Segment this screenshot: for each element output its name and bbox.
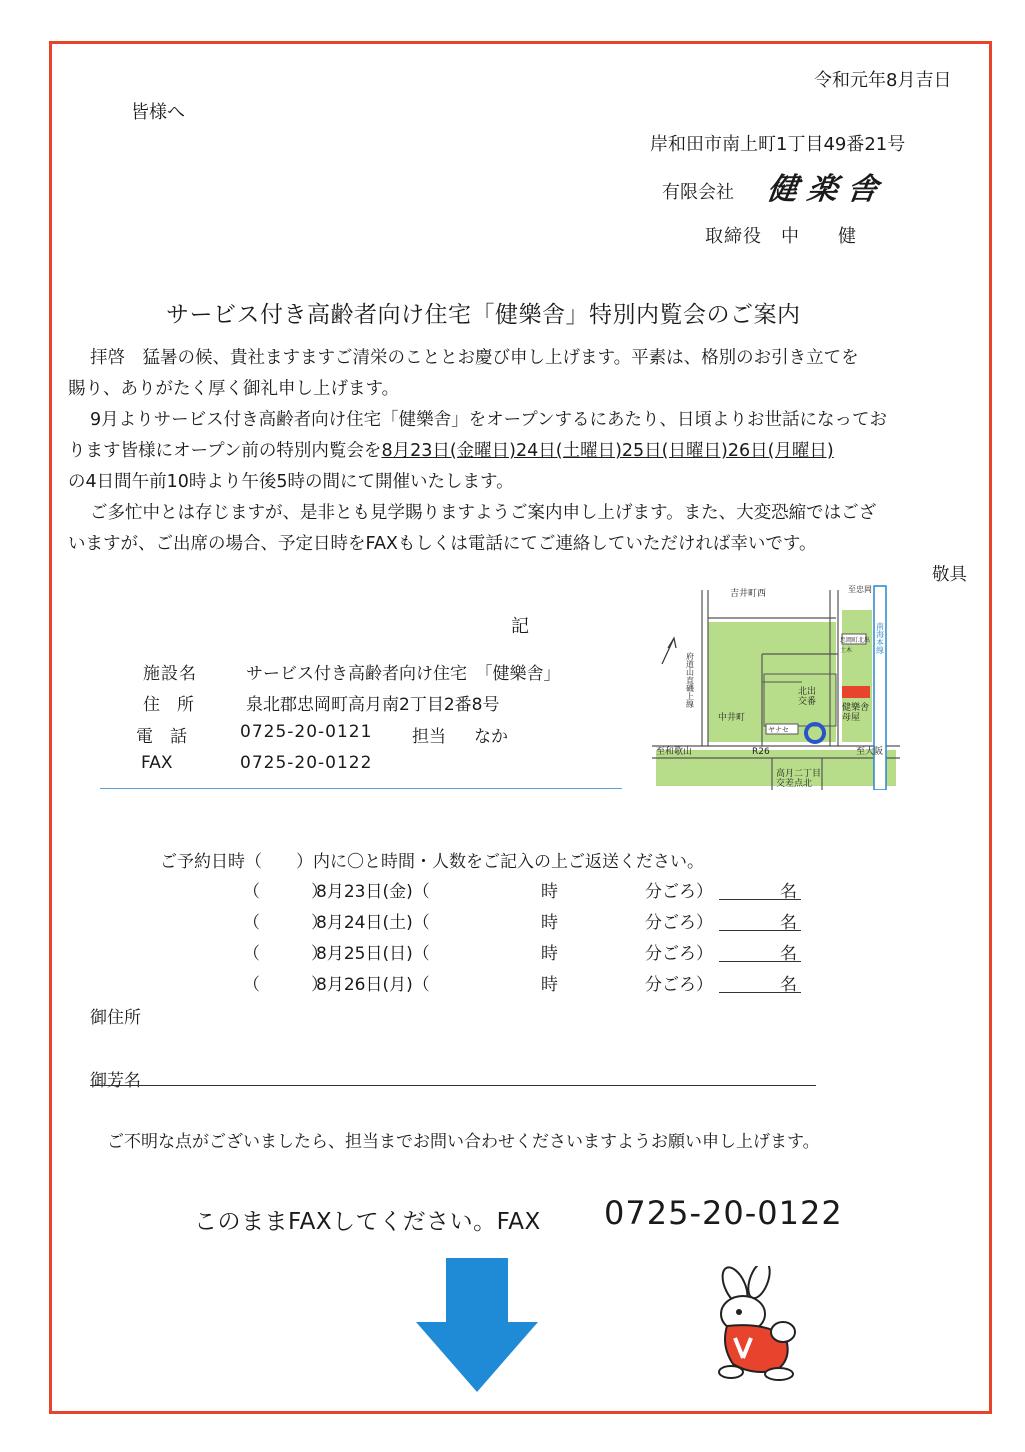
- map-label-osaka: 至大阪: [856, 747, 884, 757]
- body-line-4: [68, 436, 834, 467]
- map-svg: [652, 582, 900, 790]
- reservation-minute-label: 分ごろ）: [645, 944, 713, 964]
- body-line-1: 拝啓 猛暑の候、貴社ますますご清栄のこととお慶び申し上げます。平素は、格別のお引き立てを: [90, 348, 859, 368]
- map-label-r26: R26: [752, 747, 770, 757]
- map-label-nakai: 中井町: [718, 713, 746, 723]
- reservation-check-paren: （ ）: [243, 913, 328, 933]
- map-label-yanase: ヤナセ: [768, 726, 789, 734]
- map-label-wakayama: 至和歌山: [656, 747, 693, 757]
- contact-value: なか: [474, 727, 508, 747]
- map-label-yoshii: 吉井町西: [730, 589, 767, 599]
- body-line-2: 賜り、ありがたく厚く御礼申し上げます。: [68, 379, 400, 399]
- page-title: サービス付き高齢者向け住宅「健樂舎」特別内覧会のご案内: [166, 302, 801, 328]
- facility-fax-value: 0725-20-0122: [240, 753, 373, 773]
- map-label-doboku: 忠岡町北出土木: [840, 637, 871, 654]
- address-field-label: 御住所: [90, 1008, 141, 1028]
- reservation-check-paren: （ ）: [243, 975, 328, 995]
- location-map: [652, 582, 900, 790]
- name-field-label: 御芳名: [90, 1071, 141, 1091]
- rabbit-foot-right: [765, 1368, 793, 1380]
- rabbit-foot-left: [719, 1366, 743, 1378]
- name-field-line[interactable]: [90, 1085, 816, 1086]
- body-line-6: ご多忙中とは存じますが、是非とも見学賜りますようご案内申し上げます。また、大変恐縮ではござ: [90, 503, 877, 523]
- facility-address-label: 住 所: [143, 695, 194, 715]
- map-label-fuchu: 府道山直磯上線: [685, 652, 695, 708]
- rabbit-eye: [736, 1309, 742, 1315]
- rabbit-mascot-svg: [705, 1266, 823, 1384]
- body-line-3: 9月よりサービス付き高齢者向け住宅「健樂舎」をオープンするにあたり、日頃よりお世話になってお: [90, 410, 888, 430]
- event-dates: 8月23日(金曜日)24日(土曜日)25日(日曜日)26日(月曜日): [381, 441, 834, 461]
- ki-heading: 記: [511, 616, 529, 637]
- reservation-count-unit: 名: [780, 882, 797, 902]
- map-label-takatsuki: 高月二丁目交差点北: [776, 769, 822, 789]
- body-line-4-pre: ります皆様にオープン前の特別内覧会を: [68, 441, 382, 461]
- facility-name-label: 施設名: [143, 664, 197, 684]
- map-label-kitade: 北出交番: [798, 687, 817, 707]
- map-label-nankai: 南海本線: [875, 622, 885, 654]
- reservation-check-paren: （ ）: [243, 944, 328, 964]
- map-railway: [874, 586, 886, 790]
- reservation-minute-label: 分ごろ）: [645, 882, 713, 902]
- reservation-instruction: ご予約日時（ ）内に〇と時間・人数をご記入の上ご返送ください。: [160, 852, 704, 872]
- fax-instruction: このままFAXしてください。FAX: [194, 1209, 541, 1235]
- fax-number: 0725-20-0122: [604, 1194, 843, 1232]
- representative: 取締役 中 健: [705, 226, 857, 247]
- greeting-to: 皆様へ: [131, 102, 185, 123]
- reservation-count-unit: 名: [780, 944, 797, 964]
- reservation-date: 8月26日(月)（: [316, 975, 430, 995]
- down-arrow-svg: [414, 1258, 540, 1394]
- reservation-hour-label: 時: [541, 975, 558, 995]
- down-arrow-icon: [414, 1258, 540, 1394]
- reservation-hour-label: 時: [541, 944, 558, 964]
- reservation-hour-label: 時: [541, 882, 558, 902]
- company-logo: 健楽舎: [765, 172, 890, 207]
- facility-divider: [100, 788, 622, 789]
- reservation-check-paren: （ ）: [243, 882, 328, 902]
- map-label-tadaoka: 至忠岡: [848, 585, 872, 594]
- date: 令和元年8月吉日: [814, 70, 952, 91]
- reservation-minute-label: 分ごろ）: [645, 913, 713, 933]
- reservation-count-unit: 名: [780, 975, 797, 995]
- reservation-date: 8月23日(金)（: [316, 882, 430, 902]
- reservation-date: 8月24日(土)（: [316, 913, 430, 933]
- closing: 敬具: [932, 565, 967, 585]
- reservation-count-unit: 名: [780, 913, 797, 933]
- map-building-kenrakusha: [842, 686, 870, 698]
- rabbit-arm: [771, 1322, 795, 1342]
- facility-phone-label: 電 話: [136, 727, 187, 747]
- sender-address: 岸和田市南上町1丁目49番21号: [650, 134, 906, 155]
- body-line-5: の4日間午前10時より午後5時の間にて開催いたします。: [68, 472, 514, 492]
- down-arrow-shape: [416, 1258, 538, 1392]
- inquiry-text: ご不明な点がございましたら、担当までお問い合わせくださいますようお願い申し上げます。: [107, 1132, 820, 1152]
- reservation-date: 8月25日(日)（: [316, 944, 430, 964]
- facility-name-value: サービス付き高齢者向け住宅 「健樂舎」: [246, 664, 561, 684]
- body-line-7: いますが、ご出席の場合、予定日時をFAXもしくは電話にてご連絡していただければ幸いです。: [68, 534, 817, 554]
- rabbit-mascot-icon: [705, 1266, 823, 1384]
- facility-fax-label: FAX: [141, 753, 173, 773]
- facility-phone-value: 0725-20-0121: [240, 722, 373, 742]
- reservation-hour-label: 時: [541, 913, 558, 933]
- map-label-kenrakusha: 健樂舎母屋: [842, 703, 870, 723]
- contact-label: 担当: [412, 727, 446, 747]
- facility-address-value: 泉北郡忠岡町高月南2丁目2番8号: [246, 695, 500, 715]
- company-type: 有限会社: [662, 182, 734, 203]
- reservation-minute-label: 分ごろ）: [645, 975, 713, 995]
